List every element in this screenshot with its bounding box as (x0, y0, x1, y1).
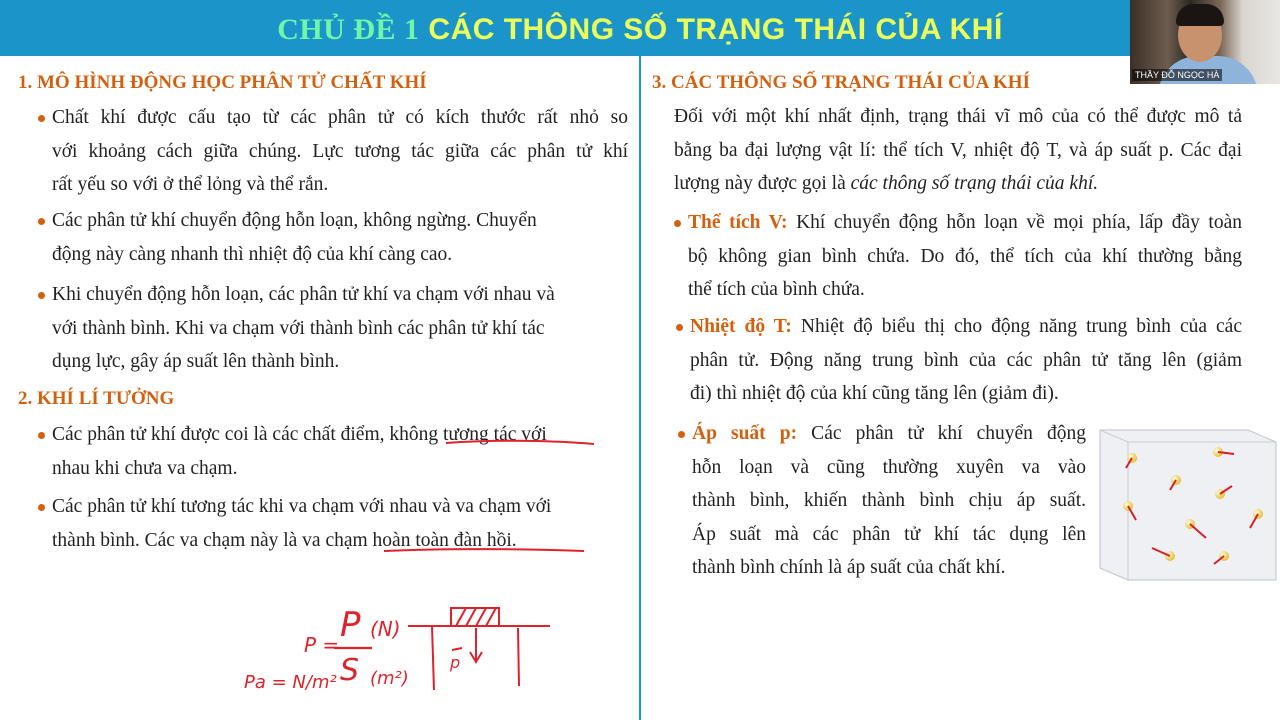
underlined-no-interaction: không tương tác (389, 424, 517, 445)
temperature-label: Nhiệt độ T: (690, 316, 792, 337)
bullet-dot (38, 292, 45, 299)
bullet-dot (38, 504, 45, 511)
s2-b1-text: Các phân tử khí được coi là các chất điểm, (52, 424, 390, 445)
topic-title: CÁC THÔNG SỐ TRẠNG THÁI CỦA KHÍ (428, 13, 1003, 46)
underlined-elastic-collision: chạm hoàn toàn đàn hồi. (325, 529, 517, 551)
s1-b2-line1: Các phân tử khí chuyển động hỗn loạn, không ngừng. Chuyển (52, 210, 537, 231)
temp-line3: đi) thì nhiệt độ của khí cũng tăng lên (giảm đi). (690, 383, 1059, 404)
temp-line2: phân tử. Động năng trung bình của các phân tử tăng lên (giảm (690, 349, 1242, 371)
s3-intro-italic: các thông số trạng thái của khí. (850, 173, 1099, 194)
formula-denominator: S (340, 653, 360, 688)
pressure-line5: thành bình chính là áp suất của chất khí. (692, 557, 1006, 578)
pascal-definition: Pa = N/m² (244, 672, 337, 693)
volume-line3: thể tích của bình chứa. (688, 279, 865, 300)
bullet-dot (38, 432, 45, 439)
s1-bullet-2 (52, 204, 628, 271)
piston-sketch (408, 608, 550, 690)
s2-b1-line1 (52, 418, 632, 452)
s3-intro-line2: bằng ba đại lượng vật lí: thể tích V, nhiệt độ T, và áp suất p. Các đại (674, 139, 1242, 161)
volume-paragraph (688, 206, 1242, 307)
volume-label: Thể tích V: (688, 212, 788, 233)
temperature-paragraph (690, 310, 1242, 411)
s1-b1-line2: với khoảng cách giữa chúng. Lực tương tác giữa các phân tử khí (52, 140, 628, 162)
pressure-label: Áp suất p: (692, 423, 798, 444)
volume-line2: bộ không gian bình chứa. Do đó, thể tích của khí thường bằng (688, 245, 1242, 267)
s3-intro-line1: Đối với một khí nhất định, trạng thái vĩ mô của có thể được mô tả (674, 106, 1242, 127)
s1-b3-line2: với thành bình. Khi va chạm với thành bình các phân tử khí tác (52, 317, 545, 339)
s1-b3-line1: Khi chuyển động hỗn loạn, các phân tử khí va chạm với nhau và (52, 284, 555, 305)
formula-lhs: P = (304, 633, 340, 657)
pressure-line1 (692, 417, 1086, 451)
s1-b1-line1: Chất khí được cấu tạo từ các phân tử có kích thước rất nhỏ so (52, 107, 628, 128)
s2-b1-line2: nhau khi chưa va chạm. (52, 457, 238, 479)
column-divider (639, 56, 641, 720)
temp-line1 (690, 310, 1242, 344)
s1-b1-line3: rất yếu so với ở thể lỏng và thể rắn. (52, 174, 329, 195)
pressure-line3: thành bình, khiến thành bình chịu áp suất. (692, 490, 1086, 511)
pressure-line4: Áp suất mà các phân tử khí tác dụng lên (692, 523, 1086, 545)
s2-b2-line1: Các phân tử khí tương tác khi va chạm với nhau và va chạm với (52, 496, 552, 517)
s2-bullet-2 (52, 490, 632, 557)
gas-container-illustration (1098, 428, 1278, 582)
s1-b3-line3: dụng lực, gây áp suất lên thành bình. (52, 351, 340, 372)
temperature-text: Nhiệt độ biểu thị cho động năng trung bình của các (791, 316, 1242, 337)
bullet-dot (38, 115, 45, 122)
bullet-dot (678, 431, 685, 438)
s3-intro-text: lượng này được gọi là (674, 173, 851, 194)
section-2-heading: 2. KHÍ LÍ TƯỞNG (18, 388, 175, 409)
section-1-heading: 1. MÔ HÌNH ĐỘNG HỌC PHÂN TỬ CHẤT KHÍ (18, 72, 427, 93)
topic-label: CHỦ ĐỀ 1 (277, 13, 420, 46)
pressure-text: Các phân tử khí chuyển động (797, 423, 1087, 444)
s3-intro (674, 100, 1242, 201)
presenter-hair (1176, 4, 1224, 26)
volume-line1 (688, 206, 1242, 240)
s3-intro-line3 (674, 167, 1242, 201)
formula-numerator: P (340, 605, 361, 645)
s1-b2-line2: động này càng nhanh thì nhiệt độ của khí càng cao. (52, 243, 453, 265)
s1-bullet-1 (52, 101, 628, 202)
formula-num-unit: (N) (370, 617, 401, 641)
webcam-overlay (1130, 0, 1280, 84)
formula-den-unit: (m²) (370, 668, 409, 689)
s2-b2-line2 (52, 524, 632, 558)
pressure-paragraph (692, 417, 1086, 585)
s1-bullet-3 (52, 278, 628, 379)
slide-title (0, 0, 1280, 56)
section-3-heading: 3. CÁC THÔNG SỐ TRẠNG THÁI CỦA KHÍ (652, 72, 1030, 93)
s2-b2-text: thành bình. Các va chạm này là va (52, 529, 326, 551)
volume-text: Khí chuyển động hỗn loạn về mọi phía, lấp đầy toàn (787, 212, 1242, 233)
pressure-vector-label: p (450, 653, 461, 672)
s2-b1-tail: với (516, 424, 547, 445)
bullet-dot (38, 218, 45, 225)
bullet-dot (674, 220, 681, 227)
pressure-line2: hỗn loạn và cũng thường xuyên va vào (692, 456, 1086, 478)
s2-bullet-1 (52, 418, 632, 485)
bullet-dot (676, 324, 683, 331)
presenter-name: THẦY ĐỖ NGỌC HÀ (1132, 69, 1222, 81)
